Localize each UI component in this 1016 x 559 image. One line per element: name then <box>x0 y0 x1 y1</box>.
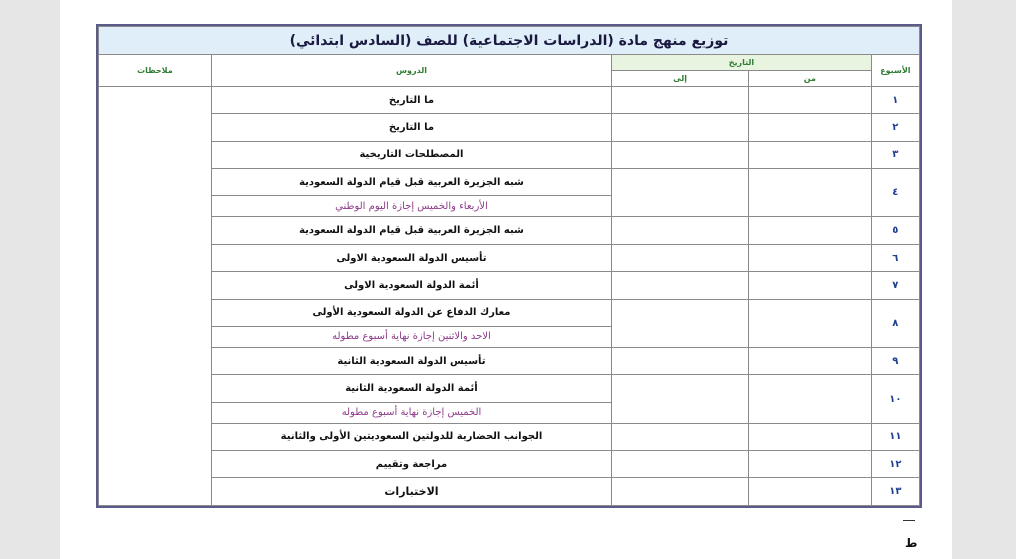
week-number-cell: ٧ <box>871 272 919 299</box>
table-row <box>99 114 920 141</box>
date-from-cell <box>748 244 871 271</box>
date-from-cell <box>748 272 871 299</box>
curriculum-table-frame <box>96 24 922 508</box>
table-row <box>99 169 920 196</box>
lesson-cell: تأسيس الدولة السعودية الثانية <box>211 347 611 374</box>
date-to-cell <box>612 86 749 113</box>
notes-column-cell <box>99 86 212 505</box>
date-from-cell <box>748 478 871 506</box>
date-from-cell <box>748 86 871 113</box>
curriculum-table <box>98 26 920 506</box>
date-from-cell <box>748 217 871 244</box>
holiday-note-cell: الاحد والاثنين إجازة نهاية أسبوع مطوله <box>211 326 611 347</box>
date-to-cell <box>612 141 749 168</box>
table-row <box>99 347 920 374</box>
lesson-cell: الجوانب الحضارية للدولتين السعوديتين الأولى والثانية <box>211 423 611 450</box>
table-row <box>99 423 920 450</box>
date-to-cell <box>612 217 749 244</box>
lesson-cell: شبه الجزيرة العربية قبل قيام الدولة السعودية <box>211 169 611 196</box>
table-row <box>99 451 920 478</box>
table-row <box>99 375 920 402</box>
header-dates: التاريخ <box>612 55 872 71</box>
date-to-cell <box>612 423 749 450</box>
header-week: الأسبوع <box>871 55 919 87</box>
lesson-cell: المصطلحات التاريخية <box>211 141 611 168</box>
date-from-cell <box>748 114 871 141</box>
date-to-cell <box>612 114 749 141</box>
week-number-cell: ١٢ <box>871 451 919 478</box>
table-title: توزيع منهج مادة (الدراسات الاجتماعية) للصف (السادس ابتدائي) <box>99 27 920 55</box>
table-row <box>99 478 920 506</box>
date-to-cell <box>612 244 749 271</box>
week-number-cell: ٥ <box>871 217 919 244</box>
date-from-cell <box>748 347 871 374</box>
week-number-cell: ٤ <box>871 169 919 217</box>
week-number-cell: ٢ <box>871 114 919 141</box>
date-from-cell <box>748 451 871 478</box>
lesson-cell: شبه الجزيرة العربية قبل قيام الدولة السعودية <box>211 217 611 244</box>
lesson-cell: الاختبارات <box>211 478 611 506</box>
table-row <box>99 217 920 244</box>
date-to-cell <box>612 347 749 374</box>
week-number-cell: ١ <box>871 86 919 113</box>
week-number-cell: ٩ <box>871 347 919 374</box>
table-row <box>99 272 920 299</box>
date-to-cell <box>612 169 749 217</box>
table-row <box>99 86 920 113</box>
date-from-cell <box>748 375 871 423</box>
week-number-cell: ٨ <box>871 299 919 347</box>
date-from-cell <box>748 423 871 450</box>
page-marker-char: ط <box>905 536 918 550</box>
header-lessons: الدروس <box>211 55 611 87</box>
header-to: إلى <box>612 71 749 87</box>
date-to-cell <box>612 375 749 423</box>
date-to-cell <box>612 272 749 299</box>
lesson-cell: أئمة الدولة السعودية الاولى <box>211 272 611 299</box>
lesson-cell: أئمة الدولة السعودية الثانية <box>211 375 611 402</box>
lesson-cell: مراجعة وتقييم <box>211 451 611 478</box>
date-from-cell <box>748 169 871 217</box>
table-row <box>99 141 920 168</box>
date-to-cell <box>612 299 749 347</box>
table-row <box>99 244 920 271</box>
lesson-cell: معارك الدفاع عن الدولة السعودية الأولى <box>211 299 611 326</box>
page-marker-line <box>903 520 915 521</box>
lesson-cell: ما التاريخ <box>211 86 611 113</box>
week-number-cell: ١٣ <box>871 478 919 506</box>
week-number-cell: ١١ <box>871 423 919 450</box>
holiday-note-cell: الخميس إجازة نهاية أسبوع مطوله <box>211 402 611 423</box>
date-to-cell <box>612 478 749 506</box>
lesson-cell: تأسيس الدولة السعودية الاولى <box>211 244 611 271</box>
date-to-cell <box>612 451 749 478</box>
date-from-cell <box>748 299 871 347</box>
header-from: من <box>748 71 871 87</box>
header-notes: ملاحظات <box>99 55 212 87</box>
lesson-cell: ما التاريخ <box>211 114 611 141</box>
date-from-cell <box>748 141 871 168</box>
week-number-cell: ٦ <box>871 244 919 271</box>
week-number-cell: ٣ <box>871 141 919 168</box>
table-row <box>99 299 920 326</box>
week-number-cell: ١٠ <box>871 375 919 423</box>
holiday-note-cell: الأربعاء والخميس إجازة اليوم الوطني <box>211 196 611 217</box>
